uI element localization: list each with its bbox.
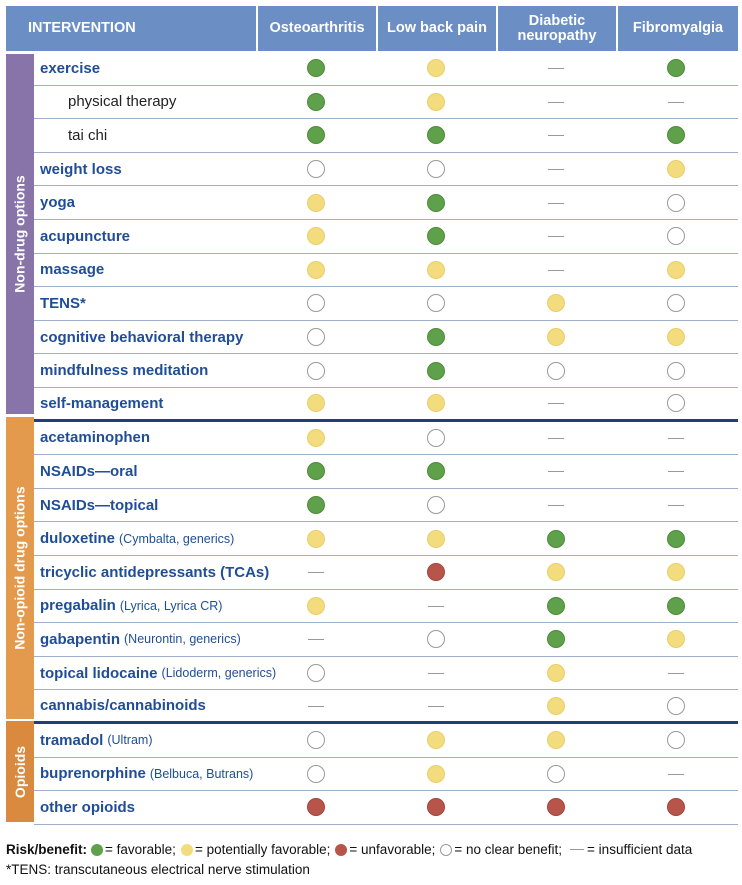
favorable-dot-icon [667,126,685,144]
intervention-name: TENS* [40,294,86,312]
potentially-favorable-dot-icon [307,530,325,548]
favorable-dot-icon [427,328,445,346]
favorable-dot-icon [547,530,565,548]
group-label: Opioids [12,745,28,798]
intervention-label [40,657,276,690]
legend-text: = insufficient data [587,842,693,857]
unfavorable-dot-icon [667,798,685,816]
no-clear-benefit-circle-icon [667,194,685,212]
insufficient-data-dash-icon [428,606,444,607]
insufficient-data-dash-icon [308,572,324,573]
no-clear-benefit-circle-icon [427,630,445,648]
table-row [34,186,738,220]
insufficient-data-dash-icon [668,774,684,775]
intervention-name: tai chi [68,126,108,144]
intervention-label [40,186,75,219]
intervention-label [40,321,243,354]
intervention-name: weight loss [40,160,122,178]
no-clear-benefit-circle-icon [307,731,325,749]
table-row [34,153,738,187]
favorable-dot-icon [667,597,685,615]
intervention-label [40,522,234,555]
favorable-dot-icon [667,59,685,77]
intervention-label [40,791,135,824]
potentially-favorable-dot-icon [547,697,565,715]
table-header [6,6,738,51]
no-clear-benefit-circle-icon [547,362,565,380]
intervention-name: tramadol [40,731,104,749]
no-clear-benefit-circle-icon [307,328,325,346]
unfavorable-dot-icon [427,798,445,816]
intervention-label [40,724,153,757]
favorable-dot-icon [427,462,445,480]
table-row [34,657,738,691]
legend-text: = unfavorable; [349,842,436,857]
table-row [34,489,738,523]
intervention-label [40,153,122,186]
potentially-favorable-dot-icon [427,93,445,111]
insufficient-data-dash-icon [548,68,564,69]
table-row [34,388,738,422]
no-clear-benefit-circle-icon [667,731,685,749]
no-clear-benefit-circle-icon [547,765,565,783]
no-clear-benefit-circle-icon [667,394,685,412]
intervention-note: (Lyrica, Lyrica CR) [119,598,223,613]
no-clear-benefit-circle-icon [667,697,685,715]
legend-text: = potentially favorable; [194,842,331,857]
insufficient-data-dash-icon [548,403,564,404]
group-non-drug [6,54,34,414]
potentially-favorable-dot-icon [667,160,685,178]
favorable-dot-icon [307,462,325,480]
table-row [34,623,738,657]
favorable-dot-icon [307,93,325,111]
intervention-note: (Neurontin, generics) [124,632,241,647]
empty-circle-icon [440,844,452,856]
intervention-label [40,388,163,419]
intervention-label [40,556,269,589]
favorable-dot-icon [307,126,325,144]
favorable-dot-icon [427,194,445,212]
unfavorable-dot-icon [427,563,445,581]
intervention-name: buprenorphine [40,765,146,783]
legend-item-favorable [91,842,176,857]
insufficient-data-dash-icon [668,438,684,439]
table-row [34,724,738,758]
potentially-favorable-dot-icon [547,294,565,312]
legend-text: = favorable; [105,842,176,857]
potentially-favorable-dot-icon [427,261,445,279]
intervention-label [40,254,104,287]
insufficient-data-dash-icon [548,236,564,237]
potentially-favorable-dot-icon [427,765,445,783]
intervention-name: duloxetine [40,530,116,548]
potentially-favorable-dot-icon [667,630,685,648]
intervention-note: (Ultram) [107,733,153,748]
favorable-dot-icon [427,227,445,245]
no-clear-benefit-circle-icon [427,160,445,178]
yellow-dot-icon [181,844,193,856]
header-fibromyalgia: Fibromyalgia [618,6,738,51]
insufficient-data-dash-icon [668,673,684,674]
favorable-dot-icon [547,630,565,648]
no-clear-benefit-circle-icon [667,227,685,245]
table-row [34,556,738,590]
intervention-label [40,422,150,455]
no-clear-benefit-circle-icon [667,294,685,312]
unfavorable-dot-icon [307,798,325,816]
green-dot-icon [91,844,103,856]
table-row [34,321,738,355]
insufficient-data-dash-icon [548,505,564,506]
no-clear-benefit-circle-icon [307,765,325,783]
intervention-name: NSAIDs—topical [40,496,159,514]
group-label: Non-drug options [12,175,29,293]
intervention-note: (Cymbalta, generics) [119,531,235,546]
legend-item-no-clear-benefit [440,842,562,857]
legend-title: Risk/benefit: [6,842,88,857]
no-clear-benefit-circle-icon [307,160,325,178]
favorable-dot-icon [307,59,325,77]
header-intervention: INTERVENTION [6,6,256,51]
insufficient-data-dash-icon [548,270,564,271]
no-clear-benefit-circle-icon [667,362,685,380]
intervention-name: NSAIDs—oral [40,462,138,480]
potentially-favorable-dot-icon [307,194,325,212]
table-row [34,119,738,153]
insufficient-data-dash-icon [548,169,564,170]
intervention-name: self-management [40,394,164,412]
insufficient-data-dash-icon [668,471,684,472]
no-clear-benefit-circle-icon [427,429,445,447]
insufficient-data-dash-icon [548,203,564,204]
intervention-name: acetaminophen [40,429,151,447]
no-clear-benefit-circle-icon [427,294,445,312]
intervention-name: other opioids [40,798,135,816]
table-row [34,690,738,724]
intervention-label [40,690,206,721]
table-row [34,590,738,624]
legend-item-potentially-favorable [181,842,330,857]
no-clear-benefit-circle-icon [307,362,325,380]
favorable-dot-icon [547,597,565,615]
potentially-favorable-dot-icon [547,731,565,749]
intervention-name: mindfulness meditation [40,362,209,380]
potentially-favorable-dot-icon [427,530,445,548]
table-row [34,522,738,556]
insufficient-data-dash-icon [308,706,324,707]
table-row [34,287,738,321]
legend-item-insufficient-data [567,842,692,857]
intervention-label [40,287,86,320]
intervention-label [40,758,253,791]
intervention-note: (Belbuca, Butrans) [149,766,254,781]
dash-icon [570,849,584,850]
table-row [34,791,738,825]
header-diabetic-neuropathy: Diabetic neuropathy [498,6,616,51]
favorable-dot-icon [427,126,445,144]
intervention-label [40,623,241,656]
potentially-favorable-dot-icon [427,59,445,77]
table-row [34,758,738,792]
intervention-label [40,489,158,522]
potentially-favorable-dot-icon [307,429,325,447]
intervention-name: physical therapy [68,93,177,111]
insufficient-data-dash-icon [548,135,564,136]
intervention-name: gabapentin [40,630,121,648]
intervention-label [68,86,176,119]
legend-text: = no clear benefit; [454,842,563,857]
potentially-favorable-dot-icon [307,261,325,279]
intervention-name: acupuncture [40,227,131,245]
intervention-name: exercise [40,59,101,77]
insufficient-data-dash-icon [668,102,684,103]
no-clear-benefit-circle-icon [427,496,445,514]
intervention-note: (Lidoderm, generics) [161,666,277,681]
potentially-favorable-dot-icon [667,563,685,581]
insufficient-data-dash-icon [428,673,444,674]
potentially-favorable-dot-icon [307,227,325,245]
insufficient-data-dash-icon [428,706,444,707]
intervention-name: cognitive behavioral therapy [40,328,244,346]
intervention-name: tricyclic antidepressants (TCAs) [40,563,270,581]
potentially-favorable-dot-icon [427,394,445,412]
header-low-back-pain: Low back pain [378,6,496,51]
footnote: *TENS: transcutaneous electrical nerve stimulation [6,862,310,877]
potentially-favorable-dot-icon [547,664,565,682]
insufficient-data-dash-icon [308,639,324,640]
insufficient-data-dash-icon [548,102,564,103]
table-row [34,220,738,254]
intervention-name: yoga [40,194,76,212]
table-row [34,455,738,489]
insufficient-data-dash-icon [668,505,684,506]
potentially-favorable-dot-icon [667,261,685,279]
header-osteoarthritis: Osteoarthritis [258,6,376,51]
intervention-name: topical lidocaine [40,664,158,682]
table-row [34,52,738,86]
intervention-label [40,354,208,387]
favorable-dot-icon [427,362,445,380]
favorable-dot-icon [307,496,325,514]
intervention-label [40,220,130,253]
table-row [34,422,738,456]
group-non-opioid [6,417,34,719]
intervention-label [40,52,100,85]
intervention-name: cannabis/cannabinoids [40,697,206,715]
potentially-favorable-dot-icon [547,328,565,346]
insufficient-data-dash-icon [548,438,564,439]
potentially-favorable-dot-icon [667,328,685,346]
potentially-favorable-dot-icon [307,394,325,412]
no-clear-benefit-circle-icon [307,294,325,312]
intervention-name: massage [40,261,105,279]
intervention-label [68,119,107,152]
potentially-favorable-dot-icon [427,731,445,749]
potentially-favorable-dot-icon [307,597,325,615]
table-row [34,254,738,288]
intervention-label [40,455,138,488]
table-row [34,86,738,120]
group-label: Non-opioid drug options [12,486,29,650]
legend [6,842,742,857]
potentially-favorable-dot-icon [547,563,565,581]
table-row [34,354,738,388]
favorable-dot-icon [667,530,685,548]
insufficient-data-dash-icon [548,471,564,472]
no-clear-benefit-circle-icon [307,664,325,682]
legend-item-unfavorable [335,842,435,857]
group-opioids [6,721,34,822]
intervention-label [40,590,222,623]
intervention-name: pregabalin [40,597,116,615]
unfavorable-dot-icon [547,798,565,816]
red-dot-icon [335,844,347,856]
